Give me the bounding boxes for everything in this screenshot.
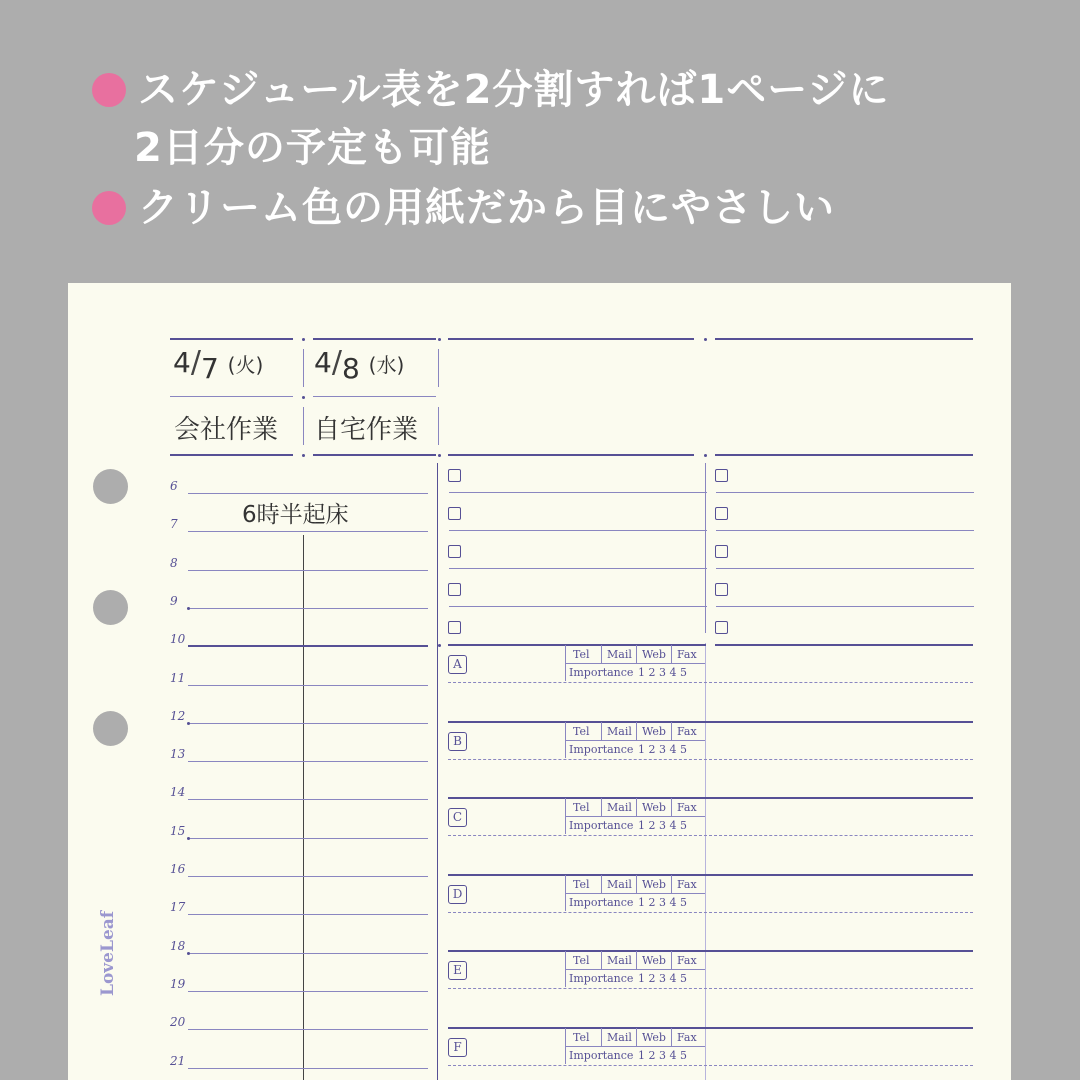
checkbox-icon xyxy=(448,583,461,596)
importance-scale: 1 2 3 4 5 xyxy=(638,972,687,985)
contact-fax-label: Fax xyxy=(677,1030,697,1044)
hour-rule xyxy=(188,685,428,686)
pink-bullet-icon xyxy=(92,191,126,225)
contact-table-border xyxy=(601,951,602,969)
contact-tel-label: Tel xyxy=(573,801,590,814)
hour-label: 17 xyxy=(170,900,186,915)
hour-rule xyxy=(188,608,428,609)
contact-tel-label: Tel xyxy=(573,1030,590,1044)
contact-mail-label: Mail xyxy=(607,801,632,814)
todo-rule xyxy=(449,568,707,569)
section-rule xyxy=(448,1027,973,1029)
hour-rule xyxy=(188,991,428,992)
hour-rule xyxy=(188,493,428,494)
contact-table-border xyxy=(601,645,602,663)
hour-label: 18 xyxy=(170,938,186,953)
importance-label: Importance xyxy=(569,666,634,679)
hour-label: 16 xyxy=(170,862,186,876)
headline-row-3 xyxy=(92,185,835,231)
header-rule xyxy=(313,338,436,340)
hour-rule xyxy=(188,914,428,915)
contact-table-border xyxy=(601,722,602,740)
contact-fax-label: Fax xyxy=(677,954,697,967)
column-separator xyxy=(705,463,706,633)
memo-1: 会社作業 xyxy=(174,415,279,445)
contact-table-border xyxy=(636,1028,637,1046)
contact-table-border xyxy=(671,1028,672,1046)
header-separator xyxy=(438,349,439,387)
todo-rule xyxy=(716,530,974,531)
contact-fax-label: Fax xyxy=(677,801,697,814)
checkbox-icon xyxy=(715,469,728,482)
importance-label: Importance xyxy=(569,819,634,832)
hour-label: 6 xyxy=(170,479,178,493)
importance-label: Importance xyxy=(569,742,634,756)
header-divider xyxy=(170,396,293,397)
contact-tel-label: Tel xyxy=(573,648,590,661)
hour-rule xyxy=(188,838,428,839)
date-1-weekday: (火) xyxy=(227,353,264,377)
hour-rule xyxy=(188,876,428,877)
contact-table-rule xyxy=(565,816,705,817)
contact-table-border xyxy=(671,875,672,893)
day-divider xyxy=(303,535,304,1080)
checkbox-icon xyxy=(448,469,461,482)
section-dashed-rule xyxy=(448,835,973,836)
contact-table-rule xyxy=(565,663,705,664)
contact-fax-label: Fax xyxy=(677,648,697,661)
contact-mail-label: Mail xyxy=(607,724,632,738)
section-rule xyxy=(448,721,973,723)
hour-rule xyxy=(715,644,973,646)
contact-mail-label: Mail xyxy=(607,954,632,967)
contact-tel-label: Tel xyxy=(573,724,590,738)
importance-label: Importance xyxy=(569,1048,634,1062)
section-b-label: B xyxy=(448,732,467,751)
importance-scale: 1 2 3 4 5 xyxy=(638,666,687,679)
header-dot xyxy=(704,338,707,341)
contact-table-border xyxy=(636,875,637,893)
importance-scale: 1 2 3 4 5 xyxy=(638,1048,687,1062)
schedule-entry: 6時半起床 xyxy=(242,502,349,528)
header-dot xyxy=(438,454,441,457)
contact-web-label: Web xyxy=(642,1030,666,1044)
planner-page xyxy=(68,283,1011,1080)
contact-table-border xyxy=(636,722,637,740)
hour-label: 12 xyxy=(170,708,186,723)
contact-web-label: Web xyxy=(642,877,666,891)
header-dot xyxy=(438,644,441,647)
contact-table-rule xyxy=(565,893,705,894)
date-1: 4/7 (火) xyxy=(173,345,264,385)
headline-row-1 xyxy=(92,67,890,113)
checkbox-icon xyxy=(448,621,461,634)
header-rule xyxy=(170,338,293,340)
importance-scale: 1 2 3 4 5 xyxy=(638,819,687,832)
header-dot xyxy=(302,396,305,399)
headline-line-2: 2日分の予定も可能 xyxy=(134,125,491,171)
contact-mail-label: Mail xyxy=(607,877,632,891)
contact-table-border xyxy=(636,798,637,816)
contact-table-border xyxy=(601,875,602,893)
column-separator xyxy=(437,463,438,1080)
checkbox-icon xyxy=(715,545,728,558)
binder-hole xyxy=(93,590,128,625)
contact-table-border xyxy=(671,722,672,740)
contact-table-border xyxy=(671,798,672,816)
contact-mail-label: Mail xyxy=(607,1030,632,1044)
memo-2: 自宅作業 xyxy=(314,415,419,445)
header-rule xyxy=(715,338,973,340)
hour-label: 20 xyxy=(170,1015,186,1030)
header-rule xyxy=(448,338,694,340)
contact-mail-label: Mail xyxy=(607,648,632,661)
importance-scale: 1 2 3 4 5 xyxy=(638,895,687,909)
hour-label: 10 xyxy=(170,632,186,647)
checkbox-icon xyxy=(715,621,728,634)
section-c-label: C xyxy=(448,808,467,827)
hour-label: 19 xyxy=(170,976,186,991)
todo-rule xyxy=(449,530,707,531)
hour-dot xyxy=(187,607,190,610)
header-rule xyxy=(715,454,973,456)
section-dashed-rule xyxy=(448,1065,973,1066)
contact-fax-label: Fax xyxy=(677,877,697,891)
todo-rule xyxy=(449,606,707,607)
section-d-label: D xyxy=(448,885,467,904)
hour-rule xyxy=(188,953,428,954)
hour-rule xyxy=(188,761,428,762)
section-dashed-rule xyxy=(448,682,973,683)
header-separator xyxy=(438,407,439,445)
date-2-day: 8 xyxy=(341,352,360,385)
contact-table-border xyxy=(671,951,672,969)
hour-label: 8 xyxy=(170,555,178,570)
binder-hole xyxy=(93,469,128,504)
date-1-day: 7 xyxy=(200,352,219,385)
section-rule xyxy=(448,874,973,876)
checkbox-icon xyxy=(715,583,728,596)
header-separator xyxy=(303,407,304,445)
section-rule xyxy=(448,797,973,799)
contact-tel-label: Tel xyxy=(573,954,590,967)
date-2: 4/8 (水) xyxy=(314,345,405,385)
section-e-label: E xyxy=(448,961,467,980)
section-dashed-rule xyxy=(448,912,973,913)
contact-table-rule xyxy=(565,740,705,741)
header-dot xyxy=(302,338,305,341)
hour-rule xyxy=(188,799,428,800)
date-1-month: 4 xyxy=(173,346,191,379)
importance-label: Importance xyxy=(569,972,634,985)
importance-label: Importance xyxy=(569,895,634,909)
hour-label: 15 xyxy=(170,823,186,838)
section-a-label: A xyxy=(448,655,467,674)
hour-label: 11 xyxy=(170,670,186,685)
date-2-month: 4 xyxy=(314,346,332,379)
header-dot xyxy=(438,338,441,341)
hour-rule xyxy=(188,645,428,647)
contact-web-label: Web xyxy=(642,648,666,661)
hour-rule xyxy=(448,644,706,646)
hour-rule xyxy=(188,1029,428,1030)
hour-rule xyxy=(188,531,428,532)
header-rule xyxy=(448,454,694,456)
section-dashed-rule xyxy=(448,759,973,760)
headline-line-1: スケジュール表を2分割すれば1ページに xyxy=(138,67,890,113)
section-f-label: F xyxy=(448,1038,467,1057)
hour-dot xyxy=(187,837,190,840)
brand-name: LoveLeaf xyxy=(98,910,118,996)
contact-table-border xyxy=(636,951,637,969)
hour-dot xyxy=(187,952,190,955)
header-dot xyxy=(704,454,707,457)
checkbox-icon xyxy=(715,507,728,520)
contact-table-rule xyxy=(565,969,705,970)
hour-label: 21 xyxy=(170,1053,186,1068)
contact-web-label: Web xyxy=(642,801,666,814)
checkbox-icon xyxy=(448,545,461,558)
contact-table-border xyxy=(636,645,637,663)
header-rule xyxy=(170,454,293,456)
contact-table-rule xyxy=(565,1046,705,1047)
hour-rule xyxy=(188,1068,428,1069)
binder-hole xyxy=(93,711,128,746)
header-rule xyxy=(313,454,436,456)
todo-rule xyxy=(716,606,974,607)
todo-rule xyxy=(716,492,974,493)
contact-fax-label: Fax xyxy=(677,724,697,738)
contact-tel-label: Tel xyxy=(573,877,590,891)
column-separator xyxy=(705,643,706,1080)
hour-rule xyxy=(188,570,428,571)
header-separator xyxy=(303,349,304,387)
section-dashed-rule xyxy=(448,988,973,989)
hour-rule xyxy=(188,723,428,724)
contact-table-border xyxy=(671,645,672,663)
hour-dot xyxy=(187,722,190,725)
hour-label: 14 xyxy=(170,785,186,800)
headline-line-3: クリーム色の用紙だから目にやさしい xyxy=(138,185,835,231)
date-2-weekday: (水) xyxy=(368,353,405,377)
header-dot xyxy=(302,454,305,457)
contact-web-label: Web xyxy=(642,954,666,967)
hour-label: 7 xyxy=(170,517,178,532)
contact-web-label: Web xyxy=(642,724,666,738)
importance-scale: 1 2 3 4 5 xyxy=(638,742,687,756)
todo-rule xyxy=(449,492,707,493)
contact-table-border xyxy=(601,1028,602,1046)
pink-bullet-icon xyxy=(92,73,126,107)
header-divider xyxy=(313,396,436,397)
hour-label: 9 xyxy=(170,593,178,608)
checkbox-icon xyxy=(448,507,461,520)
section-rule xyxy=(448,950,973,952)
hour-label: 13 xyxy=(170,747,186,762)
todo-rule xyxy=(716,568,974,569)
contact-table-border xyxy=(601,798,602,816)
